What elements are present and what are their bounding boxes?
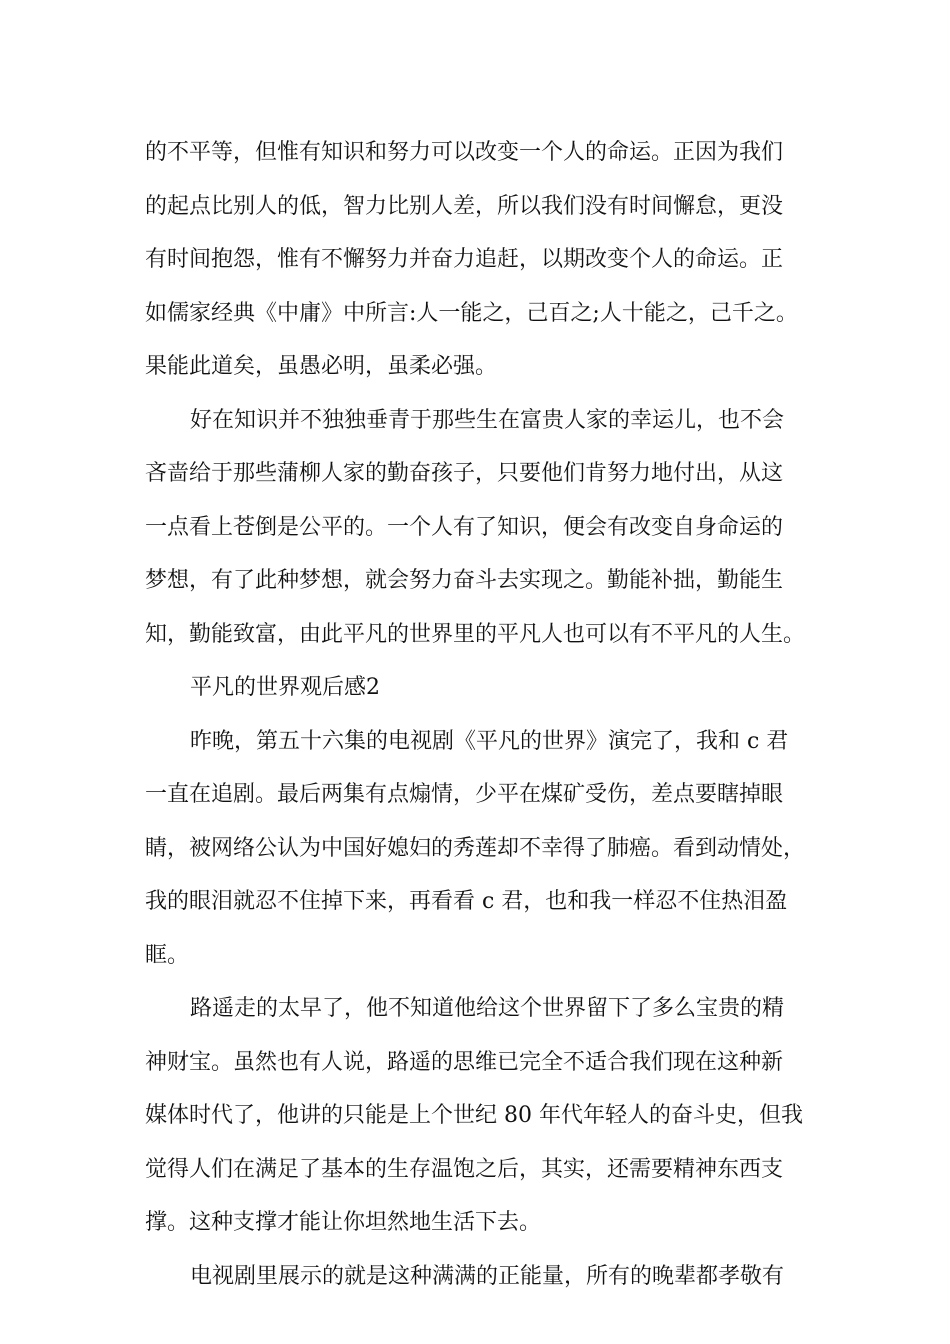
text-line: 果能此道矣，虽愚必明，虽柔必强。	[145, 354, 498, 379]
text-line: 眶。	[145, 942, 190, 968]
text-line: 觉得人们在满足了基本的生存温饱之后，其实，还需要精神东西支	[145, 1156, 784, 1182]
text-line: 一直在追剧。最后两集有点煽情，少平在煤矿受伤，差点要瞎掉眼	[145, 782, 784, 807]
text-line: 神财宝。虽然也有人说，路遥的思维已完全不适合我们现在这种新	[145, 1049, 784, 1075]
text-line: 的不平等，但惟有知识和努力可以改变一个人的命运。正因为我们	[145, 140, 784, 165]
text-line: 如儒家经典《中庸》中所言:人一能之，己百之;人十能之，己千之。	[145, 300, 798, 326]
paragraph-first-line: 电视剧里展示的就是这种满满的正能量，所有的晚辈都孝敬有	[190, 1263, 785, 1289]
paragraph-first-line: 好在知识并不独独垂青于那些生在富贵人家的幸运儿，也不会	[190, 407, 785, 433]
text-line: 吝啬给于那些蒲柳人家的勤奋孩子，只要他们肯努力地付出，从这	[145, 461, 784, 486]
text-line: 梦想，有了此种梦想，就会努力奋斗去实现之。勤能补拙，勤能生	[145, 568, 784, 593]
text-line: 睛，被网络公认为中国好媳妇的秀莲却不幸得了肺癌。看到动情处，	[145, 835, 806, 861]
text-line: 媒体时代了，他讲的只能是上个世纪 80 年代年轻人的奋斗史，但我	[145, 1103, 803, 1128]
text-line: 一点看上苍倒是公平的。一个人有了知识，便会有改变自身命运的	[145, 514, 784, 540]
text-line: 我的眼泪就忍不住掉下来，再看看 c 君，也和我一样忍不住热泪盈	[145, 889, 788, 914]
paragraph-first-line: 路遥走的太早了，他不知道他给这个世界留下了多么宝贵的精	[190, 996, 785, 1021]
section-heading: 平凡的世界观后感2	[190, 675, 380, 700]
text-line: 撑。这种支撑才能让你坦然地生活下去。	[145, 1210, 542, 1235]
paragraph-first-line: 昨晚，第五十六集的电视剧《平凡的世界》演完了，我和 c 君	[190, 728, 789, 754]
text-line: 知，勤能致富，由此平凡的世界里的平凡人也可以有不平凡的人生。	[145, 621, 806, 647]
text-line: 的起点比别人的低，智力比别人差，所以我们没有时间懈怠，更没	[145, 193, 784, 219]
text-line: 有时间抱怨，惟有不懈努力并奋力追赶，以期改变个人的命运。正	[145, 247, 784, 272]
body-text	[145, 126, 825, 1303]
